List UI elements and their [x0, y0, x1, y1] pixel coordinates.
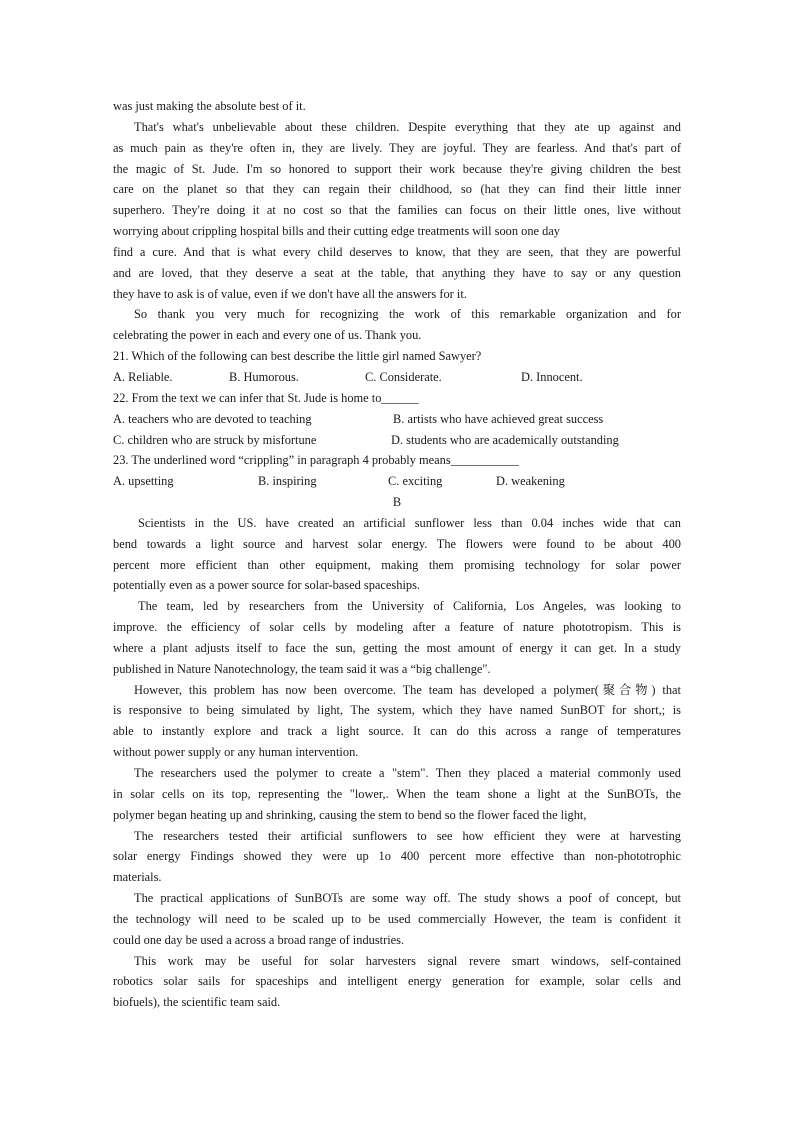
text-line: is responsive to being simulated by light, The system, which they have named SunBOT for short,; is — [113, 703, 681, 718]
option-b: B. artists who have achieved great success — [393, 411, 604, 426]
question-23 — [113, 450, 681, 492]
text-line: find a cure. And that is what every child deserves to know, that they are seen, that they are powerful — [113, 244, 681, 259]
question-stem: 21. Which of the following can best describe the little girl named Sawyer? — [113, 349, 482, 364]
text-line: robotics solar sails for spaceships and intelligent energy generation for example, solar cells and — [113, 974, 681, 989]
question-22 — [113, 388, 681, 451]
text-line: So thank you very much for recognizing the work of this remarkable organization and for — [134, 307, 681, 322]
text-line: superhero. They're doing it at no cost so that the families can focus on their little ones, live without — [113, 203, 681, 218]
text-line: in solar cells on its top, representing the "lower,. When the team shone a light at the SunBOTs, the — [113, 786, 681, 801]
text-line: solar energy Findings showed they were up 1o 400 percent more effective than non-phototrophic — [113, 849, 681, 864]
text-line: was just making the absolute best of it. — [113, 99, 306, 113]
text-line: the technology will need to be scaled up to be used commercially However, the team is confident it — [113, 911, 681, 926]
passage-b-paragraph — [113, 680, 681, 763]
question-options — [113, 471, 681, 492]
text-line: percent more efficient than other equipment, making them promising technology for solar power — [113, 557, 681, 572]
question-stem-text: 23. The underlined word “crippling” in paragraph 4 probably means — [113, 453, 451, 468]
text-line: However, this problem has now been overcome. The team has developed a polymer(聚合物) that — [134, 682, 681, 697]
text-line: as much pain as they're often in, they are lively. They are joyful. They are fearless. And that's part of — [113, 140, 681, 155]
document-page — [113, 96, 681, 1013]
option-d: D. weakening — [496, 474, 565, 489]
text-line: worrying about crippling hospital bills and their cutting edge treatments will soon one day — [113, 224, 561, 239]
text-line: the magic of St. Jude. I'm so honored to support their work because they're giving children the best — [113, 161, 681, 176]
passage-b-paragraph — [113, 888, 681, 951]
text-line: celebrating the power in each and every one of us. Thank you. — [113, 328, 422, 343]
question-options — [113, 409, 681, 430]
text-line: published in Nature Nanotechnology, the team said it was a “big challenge". — [113, 661, 491, 676]
question-stem — [113, 450, 681, 471]
text-line: could one day be used a across a broad range of industries. — [113, 932, 405, 947]
text-line: where a plant adjusts itself to face the sun, getting the most amount of energy it can get. In a study — [113, 640, 681, 655]
option-c: C. exciting — [388, 474, 443, 489]
text-line: bend towards a light source and harvest solar energy. The flowers were found to be about 400 — [113, 536, 681, 551]
text-line: care on the planet so that they can regain their childhood, so (hat they can find their little inner — [113, 182, 681, 197]
text-line: able to instantly explore and track a light source. It can do this across a range of temperatures — [113, 724, 681, 739]
option-c: C. children who are struck by misfortune — [113, 432, 317, 447]
passage-b — [113, 513, 681, 1013]
answer-blank: ___________ — [450, 453, 519, 468]
question-21 — [113, 346, 681, 388]
text-line: biofuels), the scientific team said. — [113, 995, 281, 1010]
text-line: Scientists in the US. have created an artificial sunflower less than 0.04 inches wide that can — [138, 515, 681, 530]
section-label: B — [392, 495, 402, 510]
text-line: The practical applications of SunBOTs are some way off. The study shows a poof of concept, but — [134, 891, 681, 906]
option-d: D. students who are academically outstanding — [391, 432, 619, 447]
option-c: C. Considerate. — [365, 369, 442, 384]
option-d: D. Innocent. — [521, 369, 583, 384]
passage-a-tail — [113, 96, 681, 117]
passage-b-paragraph — [113, 763, 681, 826]
passage-b-paragraph — [113, 826, 681, 889]
text-line: The researchers used the polymer to create a "stem". Then they placed a material commonly used — [134, 766, 681, 780]
text-line: polymer began heating up and shrinking, causing the stem to bend so the flower faced the light, — [113, 807, 587, 822]
text-line: materials. — [113, 870, 162, 885]
option-b: B. inspiring — [258, 474, 317, 489]
option-a: A. teachers who are devoted to teaching — [113, 411, 312, 426]
text-line: without power supply or any human intervention. — [113, 745, 359, 760]
text-line: The team, led by researchers from the University of California, Los Angeles, was looking to — [138, 599, 681, 614]
option-b: B. Humorous. — [229, 369, 299, 384]
passage-b-paragraph — [113, 513, 681, 596]
passage-a-paragraph-2 — [113, 117, 681, 305]
option-a: A. Reliable. — [113, 369, 173, 384]
text-line: The researchers tested their artificial sunflowers to see how efficient they were at harvesting — [134, 828, 681, 843]
passage-b-paragraph — [113, 596, 681, 679]
text-line: That's what's unbelievable about these children. Despite everything that they ate up against and — [134, 119, 681, 134]
text-line: they have to ask is of value, even if we don't have all the answers for it. — [113, 286, 467, 301]
text-line: potentially even as a power source for solar-based spaceships. — [113, 578, 421, 593]
question-options — [113, 367, 681, 388]
passage-b-paragraph — [113, 951, 681, 1014]
option-a: A. upsetting — [113, 474, 174, 489]
text-line: improve. the efficiency of solar cells by modeling after a feature of nature phototropism. This is — [113, 620, 681, 635]
text-line: This work may be useful for solar harvesters signal revere smart windows, self-contained — [134, 953, 681, 968]
text-line: and are loved, that they deserve a seat at the table, that anything they have to say or any question — [113, 265, 681, 280]
question-options — [113, 430, 681, 451]
passage-a-paragraph-3 — [113, 304, 681, 346]
question-stem: 22. From the text we can infer that St. Jude is home to______ — [113, 390, 419, 405]
